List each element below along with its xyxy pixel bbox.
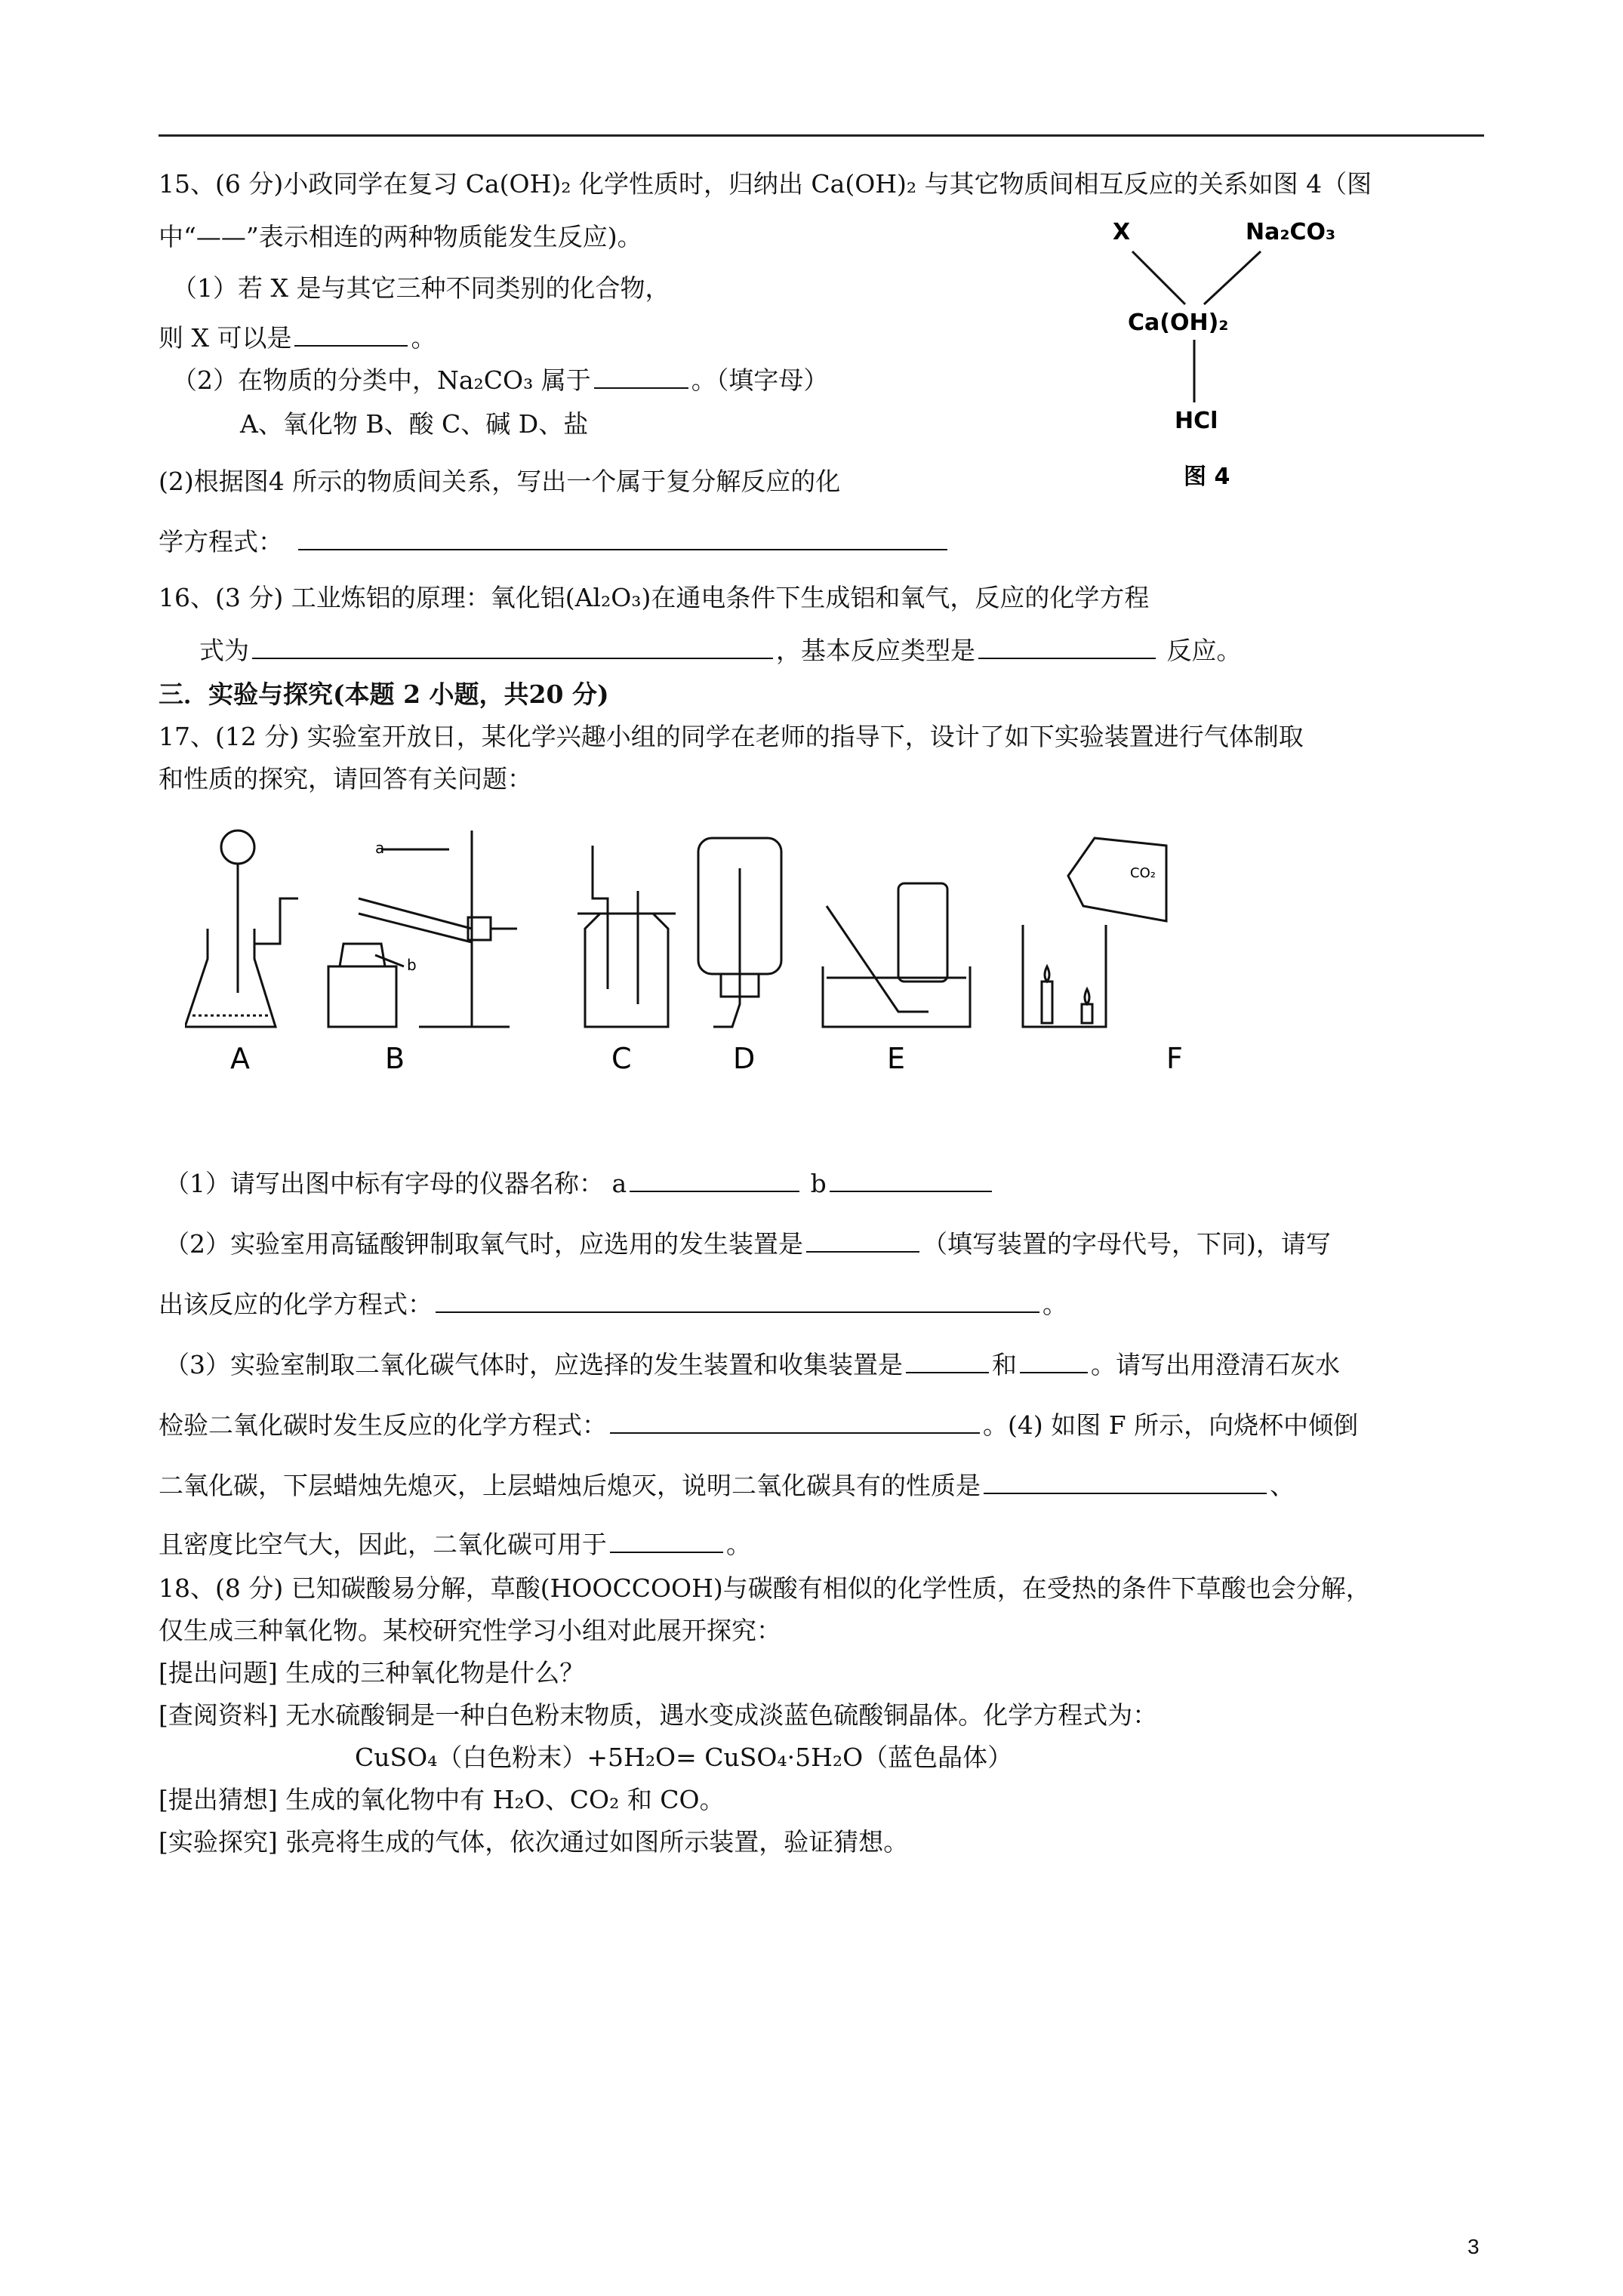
q17-part1-b-text: b <box>802 1169 827 1198</box>
q15-part1a: （1）若 X 是与其它三种不同类别的化合物， <box>172 273 670 303</box>
apparatus-label-c: C <box>611 1042 632 1075</box>
q16-line2 <box>199 631 1242 667</box>
q17-part3d-text: 检验二氧化碳时发生反应的化学方程式： <box>159 1410 607 1440</box>
q15-answer-blank-2[interactable] <box>594 365 688 389</box>
q17-part4a-text: 二氧化碳，下层蜡烛先熄灭，上层蜡烛后熄灭，说明二氧化碳具有的性质是 <box>159 1471 981 1500</box>
apparatus-mark-a: a <box>375 839 385 857</box>
q15-part3b <box>159 522 950 558</box>
apparatus-label-b: B <box>385 1042 405 1075</box>
q17-part4b-text: 、 <box>1270 1471 1295 1500</box>
apparatus-mark-b: b <box>407 956 417 974</box>
q17-blank-generator[interactable] <box>906 1349 989 1373</box>
apparatus-a-flask <box>185 831 298 1027</box>
q18-line2: 仅生成三种氧化物。某校研究性学习小组对此展开探究： <box>159 1616 781 1645</box>
q17-blank-device[interactable] <box>806 1228 919 1253</box>
q18-line3: [提出问题] 生成的三种氧化物是什么？ <box>159 1658 585 1687</box>
q15-part1b-text: 则 X 可以是 <box>159 323 292 353</box>
q18-line6: [提出猜想] 生成的氧化物中有 H₂O、CO₂ 和 CO。 <box>159 1785 725 1814</box>
page-number: 3 <box>1467 2235 1480 2258</box>
q17-part3a-text: （3）实验室制取二氧化碳气体时，应选择的发生装置和收集装置是 <box>165 1350 903 1379</box>
q17-part2a-text: （2）实验室用高锰酸钾制取氧气时，应选用的发生装置是 <box>165 1229 803 1259</box>
q17-part2c-text: 出该反应的化学方程式： <box>159 1290 433 1319</box>
apparatus-label-a: A <box>230 1042 250 1075</box>
q16-line2c: 反应。 <box>1159 636 1242 665</box>
q17-blank-collector[interactable] <box>1020 1349 1088 1373</box>
fig4-caption: 图 4 <box>1184 464 1230 490</box>
apparatus-label-f: F <box>1166 1042 1183 1075</box>
q15-options: A、氧化物 B、酸 C、碱 D、盐 <box>240 409 589 439</box>
q18-line4: [查阅资料] 无水硫酸铜是一种白色粉末物质，遇水变成淡蓝色硫酸铜晶体。化学方程式为： <box>159 1700 1158 1730</box>
figure-4-diagram <box>1110 215 1381 502</box>
q17-part4 <box>159 1466 1295 1502</box>
q18-line1: 18、(8 分) 已知碳酸易分解，草酸(HOOCCOOH)与碳酸有相似的化学性质，在受热的条件下草酸也会分解， <box>159 1573 1371 1603</box>
q15-line2: 中“——”表示相连的两种物质能发生反应)。 <box>159 222 642 251</box>
q17-part2c <box>159 1285 1067 1321</box>
apparatus-b-heating <box>328 831 517 1027</box>
fig4-hcl-label: HCl <box>1175 408 1218 434</box>
q15-part3a: (2)根据图4 所示的物质间关系，写出一个属于复分解反应的化 <box>159 467 841 496</box>
lab-apparatus-figure <box>185 808 1378 1080</box>
section-3-heading: 三．实验与探究(本题 2 小题，共20 分) <box>159 680 609 709</box>
q17-blank-usage[interactable] <box>610 1529 723 1553</box>
apparatus-f-co2-label: CO₂ <box>1130 865 1156 881</box>
q17-blank-equation-1[interactable] <box>436 1289 1039 1313</box>
q17-part1 <box>165 1164 995 1200</box>
q17-part5a-text: 且密度比空气大，因此，二氧化碳可用于 <box>159 1530 607 1559</box>
q15-line1: 15、(6 分)小政同学在复习 Ca(OH)₂ 化学性质时，归纳出 Ca(OH)₂ 与其它物质间相互反应的关系如图 4（图 <box>159 169 1372 199</box>
q17-part3a <box>165 1345 1340 1381</box>
q15-answer-blank-1[interactable] <box>294 322 408 347</box>
q17-part2b-text: （填写装置的字母代号，下同)，请写 <box>922 1229 1331 1259</box>
apparatus-label-d: D <box>733 1042 756 1075</box>
q15-part2a-end: 。（填字母） <box>691 365 829 395</box>
apparatus-e-water-trough <box>823 883 970 1027</box>
fig4-caoh2-label: Ca(OH)₂ <box>1128 310 1229 336</box>
q18-line5: CuSO₄（白色粉末）+5H₂O= CuSO₄·5H₂O（蓝色晶体） <box>355 1743 1013 1772</box>
q17-part2a <box>165 1225 1331 1260</box>
q17-part5 <box>159 1525 751 1561</box>
q17-part5b-text: 。 <box>726 1530 751 1559</box>
q16-type-blank[interactable] <box>978 635 1156 659</box>
q17-line1: 17、(12 分) 实验室开放日，某化学兴趣小组的同学在老师的指导下，设计了如下实验装置进行气体制取 <box>159 722 1304 751</box>
fig4-na2co3-label: Na₂CO₃ <box>1246 219 1336 245</box>
q16-line2a: 式为 <box>199 636 249 665</box>
q17-blank-a[interactable] <box>630 1168 799 1192</box>
q18-line7: [实验探究] 张亮将生成的气体，依次通过如图所示装置，验证猜想。 <box>159 1827 909 1857</box>
q17-blank-property[interactable] <box>984 1470 1267 1494</box>
apparatus-c-bottle <box>577 846 676 1027</box>
apparatus-d-inverted-bottle <box>698 838 781 1027</box>
apparatus-label-e: E <box>887 1042 906 1075</box>
q17-part1-text: （1）请写出图中标有字母的仪器名称： a <box>165 1169 627 1198</box>
q16-line2b: ，基本反应类型是 <box>776 636 975 665</box>
q17-part3e-text: 。(4) 如图 F 所示，向烧杯中倾倒 <box>983 1410 1359 1440</box>
q15-answer-blank-3[interactable] <box>298 526 947 550</box>
q15-part2a-text: （2）在物质的分类中，Na₂CO₃ 属于 <box>172 365 591 395</box>
q17-part3c-text: 。请写出用澄清石灰水 <box>1091 1350 1340 1379</box>
header-rule <box>159 134 1484 137</box>
q17-part2d-text: 。 <box>1042 1290 1067 1319</box>
q16-equation-blank[interactable] <box>252 635 773 659</box>
q17-part3b-text: 和 <box>992 1350 1017 1379</box>
fig4-x-label: X <box>1113 219 1131 245</box>
q15-part1b <box>159 319 436 354</box>
fig4-link-x <box>1132 251 1185 304</box>
q17-blank-equation-2[interactable] <box>610 1410 980 1434</box>
q17-part3d <box>159 1406 1358 1441</box>
fig4-link-na2co3 <box>1204 251 1261 304</box>
q15-part3b-text: 学方程式： <box>159 527 283 556</box>
q16-line1: 16、(3 分) 工业炼铝的原理：氧化铝(Al₂O₃)在通电条件下生成铝和氧气，反应的化学方程 <box>159 583 1150 612</box>
q17-line2: 和性质的探究，请回答有关问题： <box>159 764 532 794</box>
q17-blank-b[interactable] <box>830 1168 992 1192</box>
q15-part2a <box>172 361 828 396</box>
q15-part1b-end: 。 <box>411 323 436 353</box>
